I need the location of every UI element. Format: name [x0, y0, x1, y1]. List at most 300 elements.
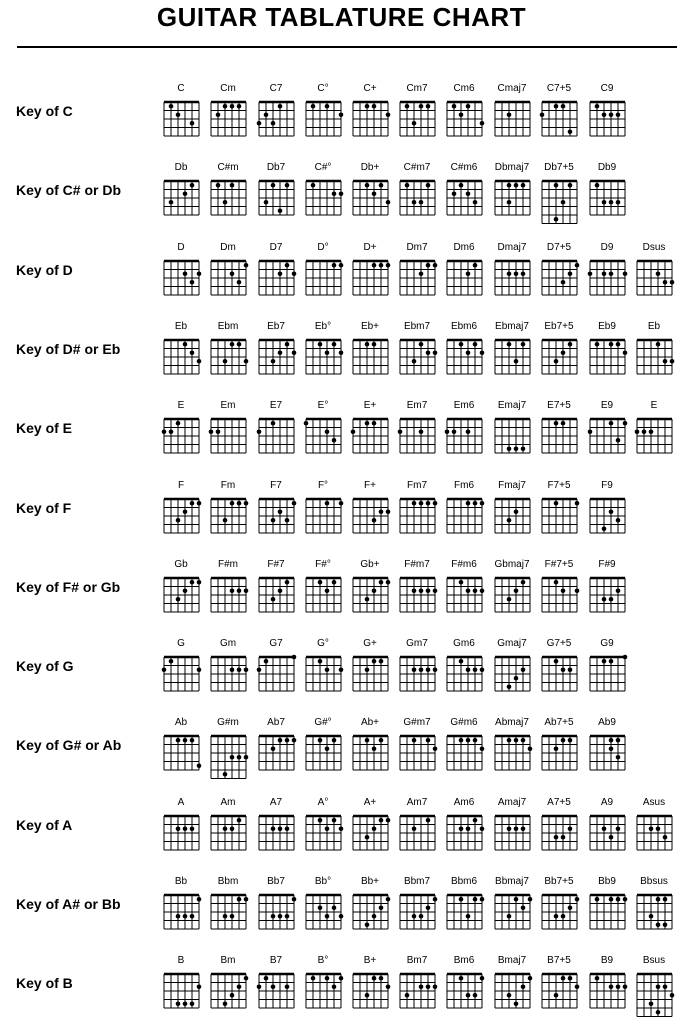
chord-diagram [395, 654, 440, 694]
finger-dot [506, 685, 511, 690]
finger-dot [553, 580, 558, 585]
finger-dot [451, 104, 456, 109]
finger-dot [284, 826, 289, 831]
finger-dot [432, 350, 437, 355]
finger-dot [371, 747, 376, 752]
finger-dot [331, 580, 336, 585]
chord-diagram [301, 654, 346, 694]
chord-name: Bb7 [267, 876, 285, 887]
chord-diagram [301, 575, 346, 615]
chord-diagram [206, 337, 251, 377]
chord-diagram [537, 654, 582, 694]
finger-dot [560, 835, 565, 840]
finger-dot [161, 430, 166, 435]
chord-diagram [159, 99, 204, 139]
chord-name: Ebm7 [403, 320, 431, 332]
chord-diagram [490, 654, 535, 694]
finger-dot [229, 588, 234, 593]
chord-diagram [254, 654, 299, 694]
chord-diagram [254, 892, 299, 932]
chord-name: G#m7 [403, 717, 431, 729]
finger-dot [364, 104, 369, 109]
finger-dot [472, 588, 477, 593]
chord-diagram [254, 575, 299, 615]
chord-name: Eb [174, 320, 188, 332]
finger-dot [222, 826, 227, 831]
chord-name: F#m6 [451, 558, 477, 570]
finger-dot [601, 659, 606, 664]
finger-dot [371, 192, 376, 197]
finger-dot [189, 914, 194, 919]
finger-dot [465, 826, 470, 831]
finger-dot [615, 438, 620, 443]
finger-dot [560, 200, 565, 205]
finger-dot [425, 183, 430, 188]
chord-name: E7+5 [547, 400, 571, 412]
finger-dot [418, 342, 423, 347]
chord-diagram [585, 733, 630, 773]
finger-dot [182, 826, 187, 831]
chord-diagram [301, 971, 346, 1011]
chord-diagram [442, 813, 487, 853]
finger-dot [243, 668, 248, 673]
finger-dot [655, 897, 660, 902]
finger-dot [444, 430, 449, 435]
finger-dot [594, 342, 599, 347]
finger-dot [432, 588, 437, 593]
key-label: Key of E [16, 420, 73, 437]
chord-diagram [159, 258, 204, 298]
finger-dot [256, 668, 261, 673]
finger-dot [331, 342, 336, 347]
chord-diagram [254, 971, 299, 1011]
finger-dot [364, 993, 369, 998]
chord-name: A7 [269, 796, 283, 808]
chord-name: Bm7 [406, 955, 428, 967]
finger-dot [567, 668, 572, 673]
finger-dot [229, 500, 234, 505]
chord-diagram [254, 337, 299, 377]
chord-diagram [348, 416, 393, 456]
chord-diagram [254, 178, 299, 218]
finger-dot [662, 835, 667, 840]
chord-diagram [206, 733, 251, 782]
chord-diagram [537, 733, 582, 773]
finger-dot [520, 985, 525, 990]
chord-name: C7 [269, 83, 283, 94]
finger-dot [378, 738, 383, 743]
finger-dot [189, 580, 194, 585]
finger-dot [560, 738, 565, 743]
chord-diagram [490, 733, 535, 773]
finger-dot [338, 192, 343, 197]
chord-name: C9 [600, 83, 614, 94]
finger-dot [277, 509, 282, 514]
chord-name: B [177, 955, 185, 967]
chord-diagram [348, 813, 393, 853]
chord-name: Asus [642, 796, 666, 808]
chord-diagram [301, 416, 346, 456]
finger-dot [364, 342, 369, 347]
chord-name: Em6 [453, 400, 475, 412]
finger-dot [189, 183, 194, 188]
chord-name: D° [317, 241, 329, 253]
chord-diagram [301, 258, 346, 298]
finger-dot [317, 342, 322, 347]
chord-diagram [159, 813, 204, 853]
finger-dot [364, 668, 369, 673]
finger-dot [513, 1002, 518, 1007]
chord-name: Eb7 [267, 320, 285, 332]
chord-diagram [395, 733, 440, 773]
chord-diagram [348, 99, 393, 139]
chord-name: Bbm [217, 876, 239, 887]
finger-dot [236, 342, 241, 347]
finger-dot [371, 976, 376, 981]
finger-dot [513, 738, 518, 743]
finger-dot [662, 922, 667, 927]
finger-dot [182, 192, 187, 197]
finger-dot [182, 588, 187, 593]
chord-diagram [301, 813, 346, 853]
chord-diagram [632, 971, 677, 1020]
finger-dot [587, 271, 592, 276]
chord-name: Ebm6 [450, 320, 478, 332]
finger-dot [553, 183, 558, 188]
finger-dot [324, 588, 329, 593]
chord-name: Abmaj7 [495, 717, 529, 729]
chord-diagram [442, 178, 487, 218]
chord-name: Ebmaj7 [495, 320, 529, 332]
finger-dot [608, 112, 613, 117]
finger-dot [385, 263, 390, 268]
chord-name: Gm [219, 638, 237, 650]
chord-diagram [537, 971, 582, 1011]
chord-diagram [395, 496, 440, 536]
finger-dot [560, 976, 565, 981]
finger-dot [520, 905, 525, 910]
finger-dot [520, 342, 525, 347]
finger-dot [655, 985, 660, 990]
finger-dot [168, 659, 173, 664]
finger-dot [506, 342, 511, 347]
chord-name: Eb+ [360, 320, 380, 332]
finger-dot [648, 914, 653, 919]
finger-dot [256, 430, 261, 435]
finger-dot [418, 500, 423, 505]
finger-dot [465, 993, 470, 998]
finger-dot [411, 200, 416, 205]
finger-dot [560, 280, 565, 285]
finger-dot [513, 588, 518, 593]
chord-name: Bm [220, 955, 236, 967]
chord-name: Ab7 [267, 717, 285, 729]
finger-dot [567, 271, 572, 276]
finger-dot [425, 905, 430, 910]
chord-diagram [490, 99, 535, 139]
chord-diagram [585, 337, 630, 377]
finger-dot [371, 342, 376, 347]
chord-name: D9 [600, 241, 614, 253]
finger-dot [236, 500, 241, 505]
finger-dot [608, 835, 613, 840]
finger-dot [168, 430, 173, 435]
finger-dot [277, 738, 282, 743]
chord-diagram [490, 416, 535, 456]
finger-dot [513, 183, 518, 188]
finger-dot [256, 985, 261, 990]
chord-name: F#7+5 [544, 558, 574, 570]
finger-dot [574, 588, 579, 593]
finger-dot [425, 263, 430, 268]
finger-dot [506, 738, 511, 743]
chord-name: G+ [363, 638, 377, 650]
finger-dot [432, 985, 437, 990]
chord-diagram [632, 892, 677, 932]
chord-diagram [301, 99, 346, 139]
chord-diagram [395, 892, 440, 932]
chord-diagram [348, 496, 393, 536]
finger-dot [662, 359, 667, 364]
finger-dot [270, 826, 275, 831]
finger-dot [222, 517, 227, 522]
finger-dot [458, 183, 463, 188]
chord-name: D7+5 [546, 241, 572, 253]
finger-dot [458, 580, 463, 585]
finger-dot [425, 588, 430, 593]
finger-dot [385, 580, 390, 585]
finger-dot [458, 976, 463, 981]
finger-dot [418, 430, 423, 435]
chord-name: C [177, 83, 185, 94]
finger-dot [270, 121, 275, 126]
chord-name: B° [317, 955, 329, 967]
chord-diagram [206, 892, 251, 932]
chord-diagram [206, 99, 251, 139]
chord-diagram [254, 813, 299, 853]
finger-dot [669, 359, 674, 364]
chord-name: Cm [220, 83, 236, 94]
finger-dot [324, 976, 329, 981]
finger-dot [641, 430, 646, 435]
finger-dot [608, 747, 613, 752]
chord-diagram [395, 813, 440, 853]
finger-dot [520, 183, 525, 188]
chord-diagram [301, 337, 346, 377]
finger-dot [432, 747, 437, 752]
finger-dot [317, 905, 322, 910]
chord-diagram [490, 178, 535, 218]
finger-dot [229, 271, 234, 276]
chord-name: F#° [315, 558, 331, 570]
finger-dot [465, 588, 470, 593]
finger-dot [465, 271, 470, 276]
chord-diagram [490, 892, 535, 932]
chord-diagram [348, 892, 393, 932]
chord-diagram [206, 496, 251, 536]
key-label: Key of F [16, 499, 72, 516]
finger-dot [175, 112, 180, 117]
chord-diagram [395, 337, 440, 377]
chord-name: Fm7 [407, 479, 427, 491]
chord-diagram [395, 416, 440, 456]
chord-diagram [442, 99, 487, 139]
finger-dot [432, 500, 437, 505]
chord-diagram [206, 813, 251, 853]
chord-diagram [206, 575, 251, 615]
finger-dot [229, 914, 234, 919]
chart-title: GUITAR TABLATURE CHART [156, 2, 527, 32]
finger-dot [277, 350, 282, 355]
finger-dot [425, 985, 430, 990]
finger-dot [601, 826, 606, 831]
finger-dot [222, 104, 227, 109]
chord-name: Am7 [406, 796, 428, 808]
finger-dot [338, 976, 343, 981]
chord-name: Gm7 [406, 638, 428, 650]
finger-dot [338, 668, 343, 673]
finger-dot [472, 500, 477, 505]
chord-name: Bbmaj7 [495, 876, 529, 887]
chord-name: G#° [314, 717, 332, 729]
finger-dot [622, 350, 627, 355]
chord-diagram [490, 575, 535, 615]
finger-dot [277, 209, 282, 214]
finger-dot [594, 897, 599, 902]
finger-dot [196, 359, 201, 364]
finger-dot [527, 897, 532, 902]
chord-diagram [206, 258, 251, 298]
finger-dot [378, 580, 383, 585]
chord-diagram [395, 99, 440, 139]
finger-dot [263, 112, 268, 117]
finger-dot [196, 271, 201, 276]
finger-dot [560, 421, 565, 426]
finger-dot [331, 985, 336, 990]
finger-dot [168, 200, 173, 205]
chord-name: Cm6 [453, 83, 475, 94]
finger-dot [338, 914, 343, 919]
chord-diagram [442, 733, 487, 773]
finger-dot [601, 271, 606, 276]
chord-name: G7+5 [546, 638, 572, 650]
chord-name: B9 [600, 955, 614, 967]
chord-name: G° [317, 638, 329, 650]
chord-name: E9 [600, 400, 614, 412]
finger-dot [567, 738, 572, 743]
chord-name: B+ [363, 955, 377, 967]
finger-dot [648, 1002, 653, 1007]
finger-dot [236, 588, 241, 593]
chord-name: Ab9 [598, 717, 616, 729]
finger-dot [608, 509, 613, 514]
chord-name: Cmaj7 [497, 83, 527, 94]
finger-dot [317, 659, 322, 664]
finger-dot [385, 509, 390, 514]
finger-dot [229, 342, 234, 347]
finger-dot [527, 976, 532, 981]
key-label: Key of D [16, 261, 73, 278]
finger-dot [229, 755, 234, 760]
chord-diagram [632, 337, 677, 377]
finger-dot [622, 897, 627, 902]
finger-dot [425, 500, 430, 505]
finger-dot [284, 183, 289, 188]
chord-name: Gm6 [453, 638, 475, 650]
key-label: Key of A# or Bb [16, 896, 121, 912]
finger-dot [615, 588, 620, 593]
finger-dot [331, 438, 336, 443]
finger-dot [175, 738, 180, 743]
chord-diagram [442, 258, 487, 298]
finger-dot [472, 200, 477, 205]
finger-dot [215, 112, 220, 117]
finger-dot [168, 104, 173, 109]
chord-diagram [632, 813, 677, 853]
finger-dot [615, 738, 620, 743]
finger-dot [451, 192, 456, 197]
finger-dot [270, 747, 275, 752]
finger-dot [506, 112, 511, 117]
finger-dot [479, 500, 484, 505]
finger-dot [458, 659, 463, 664]
chord-diagram [206, 416, 251, 456]
chord-name: E [650, 400, 658, 412]
key-label: Key of G [16, 658, 74, 675]
finger-dot [615, 200, 620, 205]
finger-dot [222, 359, 227, 364]
chord-diagram [254, 496, 299, 536]
finger-dot [506, 271, 511, 276]
finger-dot [350, 430, 355, 435]
finger-dot [553, 835, 558, 840]
finger-dot [567, 342, 572, 347]
finger-dot [411, 500, 416, 505]
finger-dot [371, 659, 376, 664]
chord-diagram [442, 892, 487, 932]
finger-dot [291, 655, 296, 660]
finger-dot [608, 985, 613, 990]
finger-dot [317, 580, 322, 585]
finger-dot [648, 826, 653, 831]
chord-diagram [348, 575, 393, 615]
finger-dot [655, 342, 660, 347]
chord-diagram [537, 575, 582, 615]
finger-dot [506, 517, 511, 522]
finger-dot [418, 668, 423, 673]
finger-dot [331, 192, 336, 197]
finger-dot [432, 897, 437, 902]
finger-dot [284, 517, 289, 522]
finger-dot [215, 430, 220, 435]
chord-diagram [585, 258, 630, 298]
finger-dot [338, 350, 343, 355]
finger-dot [284, 914, 289, 919]
chord-name: Db [174, 162, 188, 174]
chord-name: Bb [174, 876, 188, 887]
finger-dot [472, 342, 477, 347]
finger-dot [567, 976, 572, 981]
finger-dot [574, 897, 579, 902]
finger-dot [465, 192, 470, 197]
finger-dot [378, 509, 383, 514]
chord-name: F#9 [598, 558, 616, 570]
chord-diagram [301, 733, 346, 773]
finger-dot [513, 509, 518, 514]
finger-dot [411, 826, 416, 831]
chord-name: Dm [220, 241, 236, 253]
chord-name: Eb° [314, 320, 332, 332]
